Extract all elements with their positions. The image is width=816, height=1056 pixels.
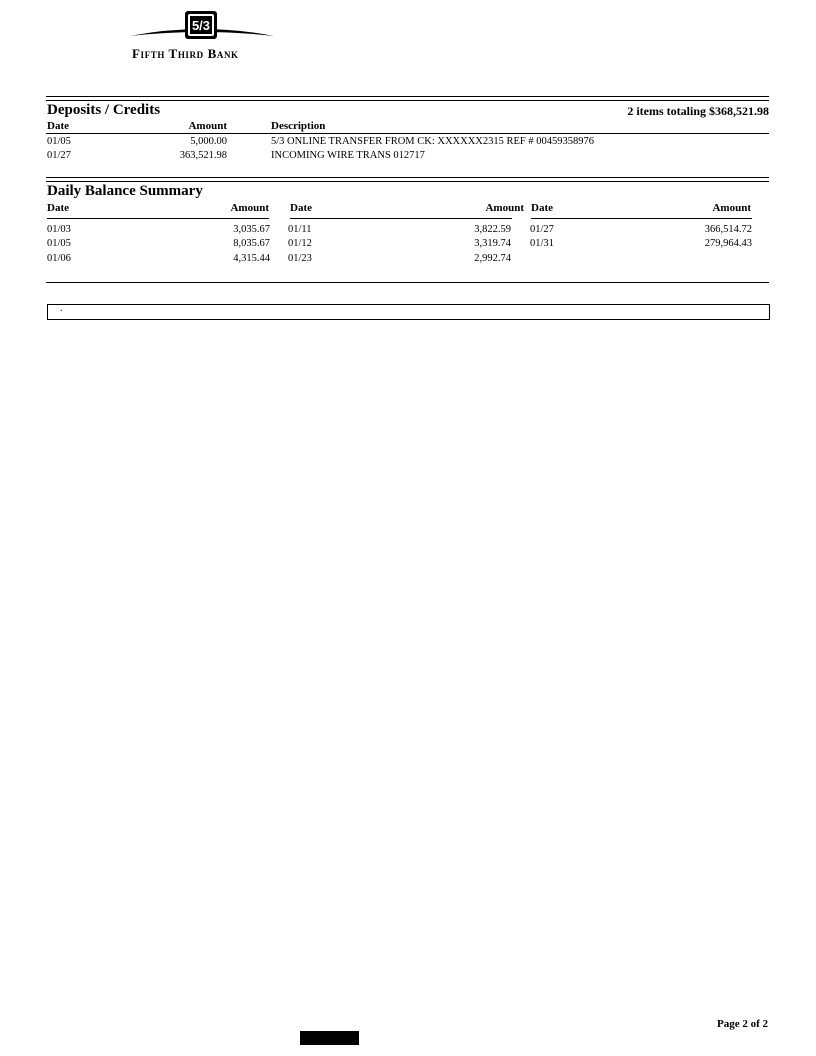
divider bbox=[46, 96, 769, 97]
deposits-date-header: Date bbox=[47, 120, 69, 132]
list-item-date: 01/05 bbox=[47, 238, 71, 249]
divider bbox=[531, 218, 752, 219]
table-row-date: 01/05 bbox=[47, 136, 71, 147]
balance-date-header: Date bbox=[290, 202, 312, 214]
list-item-amount: 366,514.72 bbox=[704, 224, 752, 235]
list-item-amount: 279,964.43 bbox=[704, 238, 752, 249]
list-item-amount: 3,035.67 bbox=[233, 224, 270, 235]
notice-text: . bbox=[60, 303, 63, 314]
divider bbox=[46, 177, 769, 178]
svg-text:5/3: 5/3 bbox=[191, 18, 211, 33]
list-item-date: 01/11 bbox=[288, 224, 312, 235]
divider bbox=[46, 181, 769, 182]
redaction-bar bbox=[300, 1031, 359, 1045]
table-row-description: 5/3 ONLINE TRANSFER FROM CK: XXXXXX2315 REF # 00459358976 bbox=[271, 136, 594, 147]
divider bbox=[46, 133, 769, 134]
divider bbox=[46, 282, 769, 283]
bank-name: Fifth Third Bank bbox=[132, 46, 239, 61]
deposits-description-header: Description bbox=[271, 120, 326, 132]
divider bbox=[46, 100, 769, 101]
table-row-amount: 5,000.00 bbox=[190, 136, 227, 147]
list-item-date: 01/23 bbox=[288, 253, 312, 264]
balance-title: Daily Balance Summary bbox=[47, 183, 203, 199]
table-row-description: INCOMING WIRE TRANS 012717 bbox=[271, 150, 425, 161]
balance-date-header: Date bbox=[531, 202, 553, 214]
list-item-amount: 4,315.44 bbox=[233, 253, 270, 264]
fifth-third-logo-icon bbox=[128, 8, 276, 48]
list-item-amount: 2,992.74 bbox=[474, 253, 511, 264]
table-row-date: 01/27 bbox=[47, 150, 71, 161]
balance-date-header: Date bbox=[47, 202, 69, 214]
deposits-title: Deposits / Credits bbox=[47, 102, 161, 118]
deposits-amount-header: Amount bbox=[188, 120, 227, 132]
list-item-amount: 3,822.59 bbox=[474, 224, 511, 235]
list-item-amount: 3,319.74 bbox=[474, 238, 511, 249]
balance-amount-header: Amount bbox=[230, 202, 269, 214]
divider bbox=[290, 218, 512, 219]
list-item-amount: 8,035.67 bbox=[233, 238, 270, 249]
list-item-date: 01/03 bbox=[47, 224, 71, 235]
bank-logo bbox=[128, 8, 276, 61]
page-number: Page 2 of 2 bbox=[716, 1018, 768, 1030]
notice-box bbox=[47, 304, 770, 320]
list-item-date: 01/27 bbox=[530, 224, 554, 235]
deposits-summary: 2 items totaling $368,521.98 bbox=[627, 104, 769, 118]
list-item-date: 01/31 bbox=[530, 238, 554, 249]
table-row-amount: 363,521.98 bbox=[179, 150, 227, 161]
list-item-date: 01/06 bbox=[47, 253, 71, 264]
list-item-date: 01/12 bbox=[288, 238, 312, 249]
balance-amount-header: Amount bbox=[712, 202, 751, 214]
divider bbox=[47, 218, 269, 219]
balance-amount-header: Amount bbox=[485, 202, 524, 214]
